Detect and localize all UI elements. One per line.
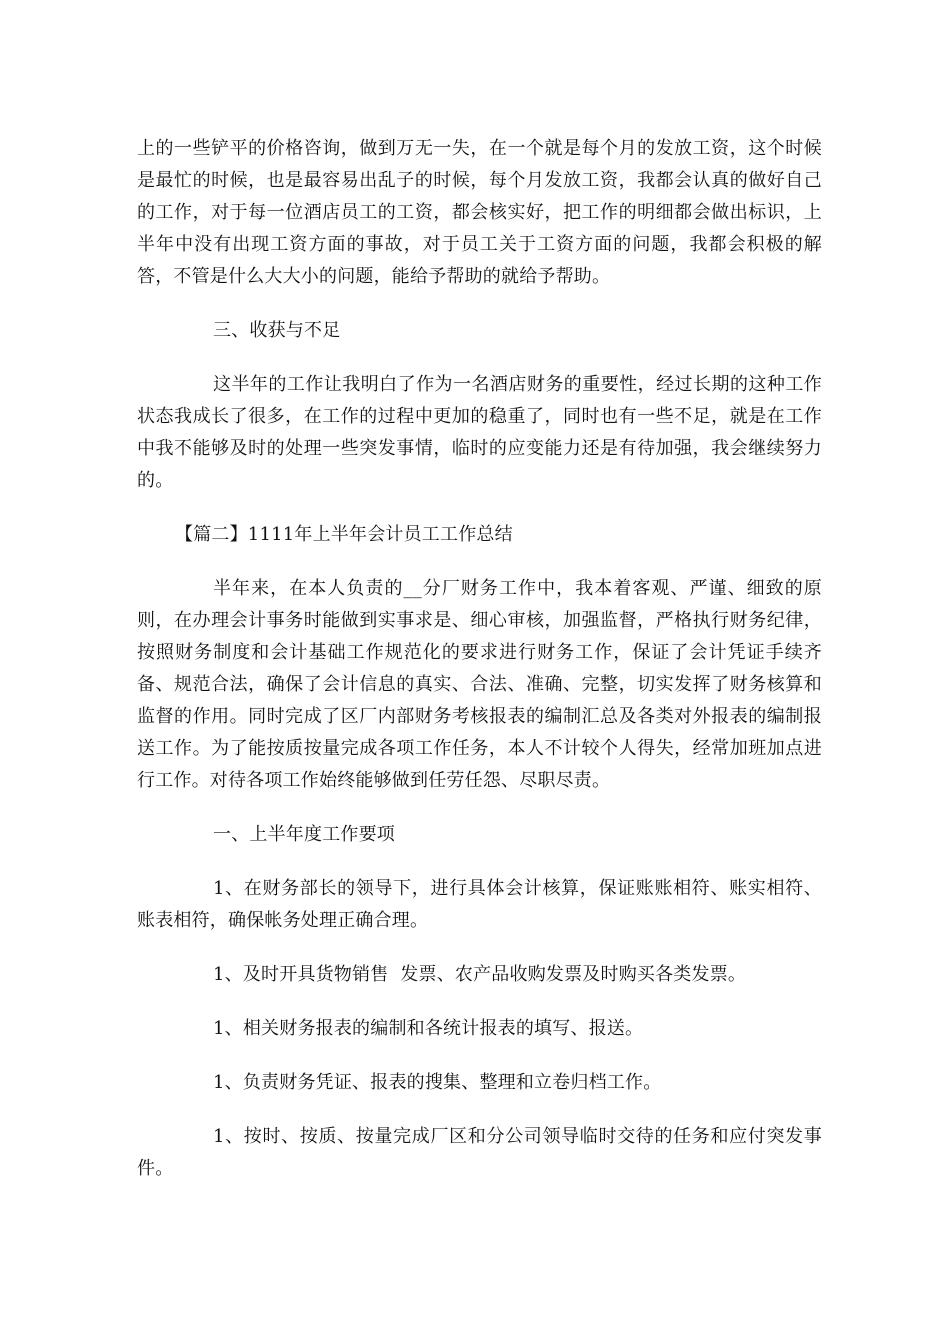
paragraph-continuation: 上的一些铲平的价格咨询，做到万无一失，在一个就是每个月的发放工资，这个时候是最忙的时候，也是最容易出乱子的时候，每个月发放工资，我都会认真的做好自己的工作，对于每一位酒店员工的工资，都会核实好，把工作的明细都会做出标识，上半年中没有出现工资方面的事故，对于员工关于工资方面的问题，我都会积极的解答，不管是什么大大小的问题，能给予帮助的就给予帮助。 xyxy=(137,138,822,287)
document-body xyxy=(137,133,822,1207)
paragraph-part-two-intro: 半年来，在本人负责的__分厂财务工作中，我本着客观、严谨、细致的原则，在办理会计事务时能做到实事求是、细心审核，加强监督，严格执行财务纪律，按照财务制度和会计基础工作规范化的要求进行财务工作，保证了会计凭证手续齐备、规范合法，确保了会计信息的真实、合法、准确、完整，切实发挥了财务核算和监督的作用。同时完成了区厂内部财务考核报表的编制汇总及各类对外报表的编制报送工作。为了能按质按量完成各项工作任务，本人不计较个人得失，经常加班加点进行工作。对待各项工作始终能够做到任劳任怨、尽职尽责。 xyxy=(137,578,822,791)
list-item: 1、及时开具货物销售 发票、农产品收购发票及时购买各类发票。 xyxy=(213,964,747,985)
list-item: 1、相关财务报表的编制和各统计报表的填写、报送。 xyxy=(213,1018,644,1039)
section-heading-gains-shortcomings: 三、收获与不足 xyxy=(213,320,341,341)
list-item: 1、在财务部长的领导下，进行具体会计核算，保证账账相符、账实相符、账表相符，确保帐务处理正确合理。 xyxy=(137,878,822,931)
paragraph-gains-shortcomings: 这半年的工作让我明白了作为一名酒店财务的重要性，经过长期的这种工作状态我成长了很多，在工作的过程中更加的稳重了，同时也有一些不足，就是在工作中我不能够及时的处理一些突发事情，临时的应变能力还是有待加强，我会继续努力的。 xyxy=(137,374,822,491)
part-two-title: 【篇二】1111年上半年会计员工工作总结 xyxy=(175,524,513,545)
section-heading-work-items: 一、上半年度工作要项 xyxy=(213,824,395,845)
list-item: 1、按时、按质、按量完成厂区和分公司领导临时交待的任务和应付突发事件。 xyxy=(137,1126,822,1179)
list-item: 1、负责财务凭证、报表的搜集、整理和立卷归档工作。 xyxy=(213,1072,662,1093)
